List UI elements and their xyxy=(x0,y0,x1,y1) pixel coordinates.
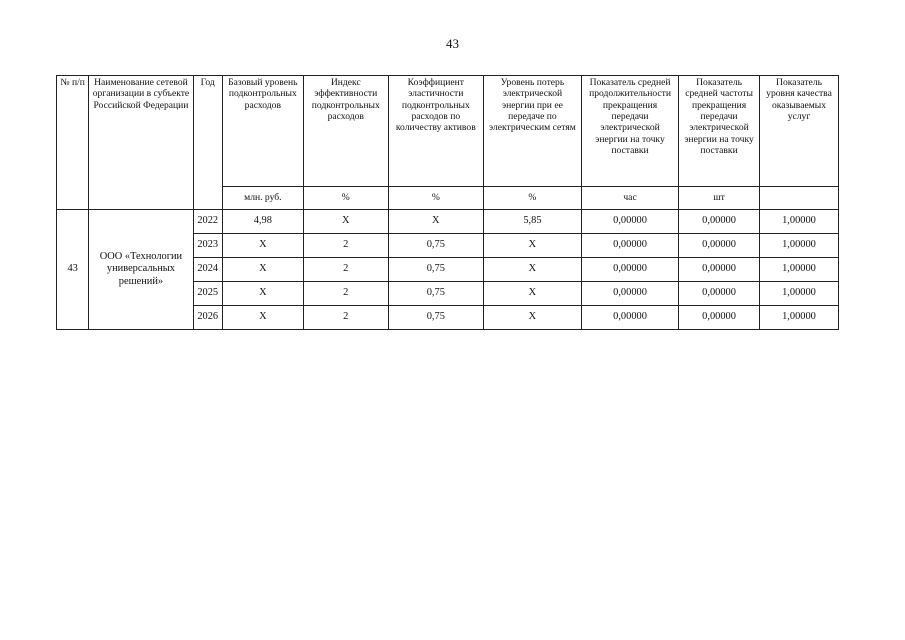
unit-index: % xyxy=(303,187,388,210)
frequency-cell: 0,00000 xyxy=(679,234,760,258)
duration-cell: 0,00000 xyxy=(581,234,678,258)
index-cell: 2 xyxy=(303,234,388,258)
year-cell: 2026 xyxy=(193,306,222,330)
unit-coef: % xyxy=(388,187,483,210)
coef-cell: 0,75 xyxy=(388,258,483,282)
frequency-cell: 0,00000 xyxy=(679,306,760,330)
table-row xyxy=(57,210,839,234)
frequency-cell: 0,00000 xyxy=(679,210,760,234)
frequency-cell: 0,00000 xyxy=(679,258,760,282)
coef-cell: 0,75 xyxy=(388,282,483,306)
index-cell: 2 xyxy=(303,306,388,330)
quality-cell: 1,00000 xyxy=(760,282,839,306)
header-loss: Уровень потерь электрической энергии при ее передаче по электрическим сетям xyxy=(483,76,581,187)
index-cell: 2 xyxy=(303,282,388,306)
coef-cell: 0,75 xyxy=(388,234,483,258)
year-cell: 2022 xyxy=(193,210,222,234)
unit-quality xyxy=(760,187,839,210)
index-cell: Х xyxy=(303,210,388,234)
unit-frequency: шт xyxy=(679,187,760,210)
header-coef: Коэффициент эластичности подконтрольных расходов по количеству активов xyxy=(388,76,483,187)
unit-loss: % xyxy=(483,187,581,210)
header-num: № п/п xyxy=(57,76,89,210)
base-cell: Х xyxy=(222,306,303,330)
loss-cell: Х xyxy=(483,306,581,330)
entry-number: 43 xyxy=(57,210,89,330)
loss-cell: 5,85 xyxy=(483,210,581,234)
quality-cell: 1,00000 xyxy=(760,210,839,234)
header-year: Год xyxy=(193,76,222,210)
header-org: Наименование сетевой организации в субъекте Российской Федерации xyxy=(89,76,193,210)
year-cell: 2023 xyxy=(193,234,222,258)
unit-base: млн. руб. xyxy=(222,187,303,210)
duration-cell: 0,00000 xyxy=(581,210,678,234)
duration-cell: 0,00000 xyxy=(581,306,678,330)
header-duration: Показатель средней продолжительности прекращения передачи электрической энергии на точку поставки xyxy=(581,76,678,187)
header-row xyxy=(57,76,839,187)
header-index: Индекс эффективности подконтрольных расходов xyxy=(303,76,388,187)
coef-cell: Х xyxy=(388,210,483,234)
base-cell: Х xyxy=(222,234,303,258)
header-quality: Показатель уровня качества оказываемых услуг xyxy=(760,76,839,187)
year-cell: 2024 xyxy=(193,258,222,282)
base-cell: 4,98 xyxy=(222,210,303,234)
header-frequency: Показатель средней частоты прекращения передачи электрической энергии на точку поставки xyxy=(679,76,760,187)
organization-name: ООО «Технологии универсальных решений» xyxy=(89,210,193,330)
base-cell: Х xyxy=(222,258,303,282)
base-cell: Х xyxy=(222,282,303,306)
index-cell: 2 xyxy=(303,258,388,282)
coef-cell: 0,75 xyxy=(388,306,483,330)
loss-cell: Х xyxy=(483,234,581,258)
loss-cell: Х xyxy=(483,282,581,306)
duration-cell: 0,00000 xyxy=(581,258,678,282)
quality-cell: 1,00000 xyxy=(760,234,839,258)
duration-cell: 0,00000 xyxy=(581,282,678,306)
page-number: 43 xyxy=(446,36,459,51)
tariff-parameters-table xyxy=(56,75,839,330)
loss-cell: Х xyxy=(483,258,581,282)
header-base: Базовый уровень подконтрольных расходов xyxy=(222,76,303,187)
quality-cell: 1,00000 xyxy=(760,306,839,330)
unit-duration: час xyxy=(581,187,678,210)
quality-cell: 1,00000 xyxy=(760,258,839,282)
frequency-cell: 0,00000 xyxy=(679,282,760,306)
year-cell: 2025 xyxy=(193,282,222,306)
